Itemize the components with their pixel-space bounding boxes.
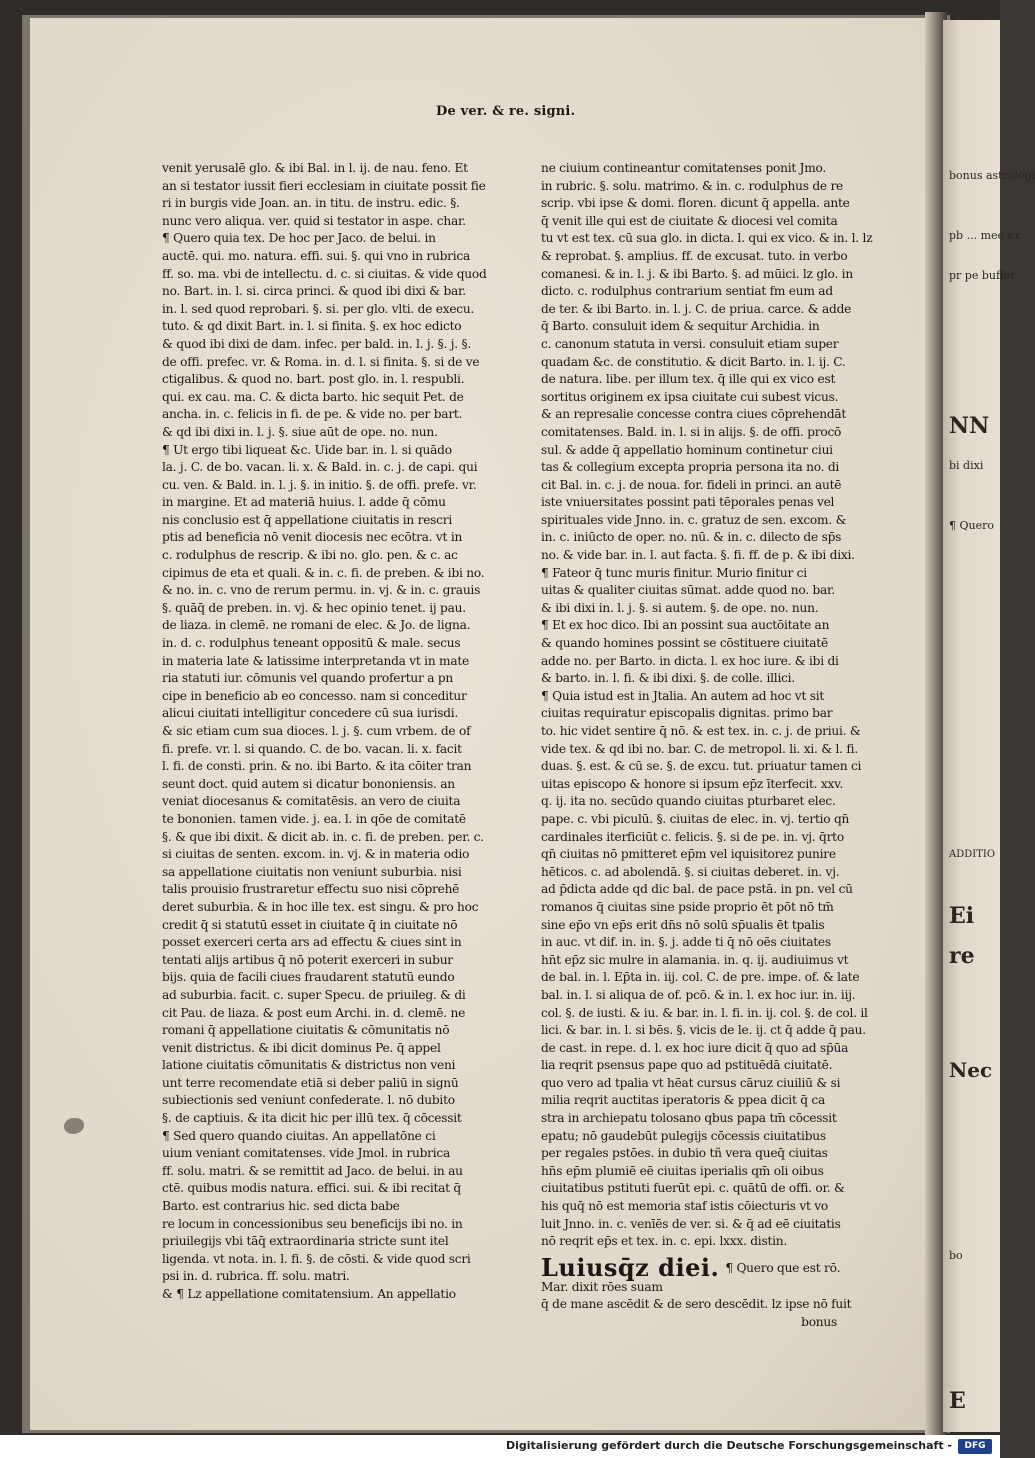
text-line: unt terre recomendate etiā si deber paliū in signū bbox=[162, 1075, 459, 1090]
text-line: sul. & adde q̄ appellatio hominum continetur ciui bbox=[541, 442, 833, 457]
text-line: ctigalibus. & quod no. bart. post glo. in. l. respubli. bbox=[162, 372, 465, 387]
text-line: ff. solu. matri. & se remittit ad Jaco. de belui. in au bbox=[162, 1163, 463, 1178]
text-line: c. canonum statuta in versi. consuluit etiam super bbox=[541, 336, 839, 351]
text-line: alicui ciuitati intelligitur concedere cū sua iurisdi. bbox=[162, 706, 459, 721]
heading-side-text: ¶ Quero que est rō. bbox=[725, 1260, 841, 1275]
text-line: an si testator iussit fieri ecclesiam in ciuitate possit fie bbox=[162, 178, 486, 193]
text-line: ¶ Et ex hoc dico. Ibi an possint sua auctōitate an bbox=[541, 618, 830, 633]
text-line: romani q̄ appellatione ciuitatis & cōmunitatis nō bbox=[162, 1023, 450, 1038]
text-line: & an represalie concesse contra ciues cōprehendāt bbox=[541, 407, 847, 422]
text-line: de ter. & ibi Barto. in. l. j. C. de priua. carce. & adde bbox=[541, 301, 852, 316]
text-line: & ¶ Lz appellatione comitatensium. An appellatio bbox=[162, 1287, 456, 1301]
text-line: sa appellatione ciuitatis non veniunt suburbia. nisi bbox=[162, 864, 462, 879]
text-line: c. rodulphus de rescrip. & ibi no. glo. pen. & c. ac bbox=[162, 548, 458, 563]
text-line: ptis ad beneficia nō venit diocesis nec ecōtra. vt in bbox=[162, 530, 463, 545]
text-line: uitas & qualiter ciuitas sūmat. adde quod no. bar. bbox=[541, 583, 835, 598]
facing-page-fragment: E bbox=[949, 1388, 966, 1414]
text-line: ¶ Ut ergo tibi liqueat &c. Uide bar. in. l. si quādo bbox=[162, 442, 452, 457]
facing-page-fragment: Nec bbox=[949, 1058, 993, 1082]
facing-page-fragment: bo bbox=[949, 1249, 963, 1262]
text-line: talis prouisio frustraretur effectu suo nisi cōprehē bbox=[162, 882, 460, 897]
text-line: comanesi. & in. l. j. & ibi Barto. §. ad mūici. lz glo. in bbox=[541, 266, 853, 281]
digitization-footer bbox=[0, 1435, 1000, 1458]
text-line: deret suburbia. & in hoc ille tex. est singu. & pro hoc bbox=[162, 899, 479, 914]
facing-page-fragment: re bbox=[949, 943, 975, 969]
text-line: no. & vide bar. in. l. aut facta. §. fi. ff. de p. & ibi dixi. bbox=[541, 548, 855, 563]
text-line: re locum in concessionibus seu beneficijs ibi no. in bbox=[162, 1216, 463, 1231]
text-line: ¶ Fateor q̄ tunc muris finitur. Murio finitur ci bbox=[541, 565, 807, 580]
text-line: cit Bal. in. c. j. de noua. for. fideli in princi. an autē bbox=[541, 477, 842, 492]
text-line: q̄ de mane ascēdit & de sero descēdit. lz ipse nō fuit bbox=[541, 1297, 852, 1312]
text-line: de bal. in. l. Ep̄ta in. iij. col. C. de pre. impe. of. & late bbox=[541, 970, 860, 985]
text-line: q̄ Barto. consuluit idem & sequitur Archidia. in bbox=[541, 319, 820, 334]
text-line: Mar. dixit rōes suam bbox=[541, 1279, 663, 1294]
running-head: De ver. & re. signi. bbox=[436, 104, 576, 119]
text-line: in rubric. §. solu. matrimo. & in. c. rodulphus de re bbox=[541, 178, 844, 193]
text-line: & reprobat. §. amplius. ff. de excusat. tuto. in verbo bbox=[541, 248, 848, 263]
text-line: de cast. in repe. d. l. ex hoc iure dicit q̄ quo ad sp̄ūa bbox=[541, 1040, 849, 1055]
text-line: Barto. est contrarius hic. sed dicta babe bbox=[162, 1199, 400, 1214]
dfg-logo-icon: DFG bbox=[958, 1439, 992, 1454]
text-line: luit Jnno. in. c. venīēs de ver. si. & q̄ ad eē ciuitatis bbox=[541, 1216, 841, 1231]
text-line: ad suburbia. facit. c. super Specu. de priuileg. & di bbox=[162, 987, 466, 1002]
text-line: §. de captiuis. & ita dicit hic per illū tex. q̄ cōcessit bbox=[162, 1111, 462, 1126]
text-line: credit q̄ si statutū esset in ciuitate q̄ in ciuitate nō bbox=[162, 917, 458, 932]
text-line: bonus bbox=[801, 1315, 837, 1329]
text-line: cipimus de eta et quali. & in. c. fi. de preben. & ibi no. bbox=[162, 565, 485, 580]
text-line: ne ciuium contineantur comitatenses ponit Jmo. bbox=[541, 161, 827, 175]
text-line: nō reqrit ep̄s et tex. in. c. epi. lxxx. distin. bbox=[541, 1234, 787, 1249]
right-text-column bbox=[541, 160, 873, 1332]
text-line: ¶ Quero quia tex. De hoc per Jaco. de belui. in bbox=[162, 231, 436, 246]
text-line: to. hic videt sentire q̄ nō. & est tex. in. c. j. de priui. & bbox=[541, 724, 861, 738]
text-line: in. l. sed quod reprobari. §. si. per glo. vlti. de execu. bbox=[162, 301, 475, 316]
text-line: te bononien. tamen vide. j. ea. l. in qōe de comitatē bbox=[162, 811, 466, 826]
text-line: venit yerusalē glo. & ibi Bal. in l. ij. de nau. feno. Et bbox=[162, 161, 468, 175]
text-line: no. Bart. in. l. si. circa princi. & quod ibi dixi & bar. bbox=[162, 284, 466, 299]
text-line: tu vt est tex. cū sua glo. in dicta. l. qui ex vico. & in. l. lz bbox=[541, 231, 873, 246]
footer-credit: Digitalisierung gefördert durch die Deutsche Forschungsgemeinschaft - bbox=[505, 1439, 952, 1452]
text-line: ff. so. ma. vbi de intellectu. d. c. si ciuitas. & vide quod bbox=[162, 266, 487, 281]
facing-page-fragment: NN bbox=[949, 413, 990, 439]
facing-page-fragment: ADDITIO bbox=[949, 849, 996, 860]
text-line: in. c. iniūcto de oper. no. nū. & in. c. dilecto de sp̄s bbox=[541, 530, 842, 545]
text-line: uitas episcopo & honore si ipsum ep̄z īterfecit. xxv. bbox=[541, 776, 843, 791]
text-line: cipe in beneficio ab eo concesso. nam si conceditur bbox=[162, 688, 467, 703]
section-heading: Luiusq̄z diei. bbox=[541, 1252, 720, 1282]
text-line: ciuitatibus pstituti fuerūt epi. c. quātū de offi. or. & bbox=[541, 1181, 845, 1196]
text-line: §. & que ibi dixit. & dicit ab. in. c. fi. de preben. per. c. bbox=[162, 829, 484, 844]
text-line: la. j. C. de bo. vacan. li. x. & Bald. in. c. j. de capi. qui bbox=[162, 460, 478, 475]
left-text-column bbox=[162, 160, 487, 1304]
text-line: col. §. de iusti. & iu. & bar. in. l. fi. in. ij. col. §. de col. il bbox=[541, 1005, 868, 1020]
text-line: ¶ Sed quero quando ciuitas. An appellatōne ci bbox=[162, 1128, 436, 1143]
text-line: si ciuitas de senten. excom. in. vj. & in materia odio bbox=[162, 847, 470, 862]
text-line: & quod ibi dixi de dam. infec. per bald. in. l. j. §. j. §. bbox=[162, 336, 471, 351]
text-line: scrip. vbi ipse & domi. floren. dicunt q̄ appella. ante bbox=[541, 196, 850, 211]
text-line: qn̄ ciuitas nō pmitteret ep̄m vel iquisitorez punire bbox=[541, 847, 836, 862]
text-line: §. quāq̄ de preben. in. vj. & hec opinio tenet. ij pau. bbox=[162, 600, 466, 615]
text-line: nunc vero aliqua. ver. quid si testator in aspe. char. bbox=[162, 213, 466, 228]
text-line: in. d. c. rodulphus teneant oppositū & male. secus bbox=[162, 636, 461, 651]
facing-page-fragment: ¶ Quero bbox=[949, 519, 994, 532]
text-line: lici. & bar. in. l. si bēs. §. vicis de le. ij. ct q̄ adde q̄ pau. bbox=[541, 1023, 866, 1038]
facing-page-fragment: Ei bbox=[949, 903, 975, 929]
text-line: ctē. quibus modis natura. effici. sui. & ibi recitat q̄ bbox=[162, 1181, 461, 1196]
text-line: in margine. Et ad materiā huius. l. adde q̄ cōmu bbox=[162, 495, 446, 510]
text-line: & quando homines possint se cōstituere ciuitatē bbox=[541, 636, 828, 651]
text-line: & sic etiam cum sua dioces. l. j. §. cum vrbem. de of bbox=[162, 724, 471, 738]
text-line: quo vero ad tpalia vt hēat cursus cāruz ciuiliū & si bbox=[541, 1075, 841, 1090]
text-line: sine ep̄o vn ep̄s erit dn̄s nō solū sp̄ualis ēt tpalis bbox=[541, 917, 825, 932]
text-line: ¶ Quia istud est in Jtalia. An autem ad hoc vt sit bbox=[541, 688, 825, 703]
text-line: de offi. prefec. vr. & Roma. in. d. l. si finita. §. si de ve bbox=[162, 354, 480, 369]
text-line: q. ij. ita no. secūdo quando ciuitas pturbaret elec. bbox=[541, 794, 836, 809]
text-line: & no. in. c. vno de rerum permu. in. vj. & in. c. grauis bbox=[162, 583, 481, 598]
text-line: tuto. & qd dixit Bart. in. l. si finita. §. ex hoc edicto bbox=[162, 319, 462, 334]
text-line: & ibi dixi in. l. j. §. si autem. §. de ope. no. nun. bbox=[541, 600, 819, 615]
text-line: & qd ibi dixi in. l. j. §. siue aūt de ope. no. nun. bbox=[162, 424, 438, 439]
text-line: cardinales iterficiūt c. felicis. §. si de pe. in. vj. q̄rto bbox=[541, 829, 844, 844]
text-line: auctē. qui. mo. natura. effi. sui. §. qui vno in rubrica bbox=[162, 248, 470, 263]
text-line: quadam &c. de constitutio. & dicit Barto. in. l. ij. C. bbox=[541, 354, 846, 369]
text-line: hn̄s ep̄m plumiē eē ciuitas iperialis qm̄ oli oibus bbox=[541, 1163, 824, 1178]
text-line: dicto. c. rodulphus contrarium sentiat fm eum ad bbox=[541, 284, 833, 299]
text-line: subiectionis sed veniunt confederate. l. nō dubito bbox=[162, 1093, 455, 1108]
text-line: per regales pstōes. in dubio tñ vera queq̄ ciuitas bbox=[541, 1146, 828, 1161]
text-line: latione ciuitatis cōmunitatis & districtus non veni bbox=[162, 1058, 456, 1073]
text-line: uium veniant comitatenses. vide Jmol. in rubrica bbox=[162, 1146, 450, 1161]
text-line: vide tex. & qd ibi no. bar. C. de metropol. li. xi. & l. fi. bbox=[541, 741, 858, 756]
text-line: ligenda. vt nota. in. l. fi. §. de cōsti. & vide quod scri bbox=[162, 1251, 471, 1266]
text-line: & barto. in. l. fi. & ibi dixi. §. de colle. illici. bbox=[541, 671, 795, 686]
text-line: seunt doct. quid autem si dicatur bononiensis. an bbox=[162, 776, 455, 791]
text-line: nis conclusio est q̄ appellatione ciuitatis in rescri bbox=[162, 512, 452, 527]
text-line: psi in. d. rubrica. ff. solu. matri. bbox=[162, 1269, 350, 1284]
text-line: adde no. per Barto. in dicta. l. ex hoc iure. & ibi di bbox=[541, 653, 839, 668]
text-line: priuilegijs vbi tāq̄ extraordinaria stricte sunt itel bbox=[162, 1234, 449, 1249]
text-line: qui. ex cau. ma. C. & dicta barto. hic sequit Pet. de bbox=[162, 389, 464, 404]
facing-page bbox=[943, 20, 1035, 1432]
text-line: in auc. vt dif. in. in. §. j. adde ti q̄ nō oēs ciuitates bbox=[541, 935, 831, 950]
text-line: de natura. libe. per illum tex. q̄ ille qui ex vico est bbox=[541, 372, 836, 387]
text-line: ancha. in. c. felicis in fi. de pe. & vide no. per bart. bbox=[162, 407, 463, 422]
text-line: bijs. quia de facili ciues fraudarent statutū eundo bbox=[162, 970, 455, 985]
text-line: de liaza. in clemē. ne romani de elec. & Jo. de ligna. bbox=[162, 618, 471, 633]
text-line: fi. prefe. vr. l. si quando. C. de bo. vacan. li. x. facit bbox=[162, 741, 462, 756]
section-heading-line bbox=[541, 1252, 841, 1282]
text-line: sortitus originem ex ipsa ciuitate cui subest vicus. bbox=[541, 389, 839, 404]
text-line: iste vniuersitates possint pati tēporales penas vel bbox=[541, 495, 835, 510]
text-line: stra in archiepatu tolosano qbus papa tm̄ cōcessit bbox=[541, 1111, 837, 1126]
text-line: veniat diocesanus & comitatēsis. an vero de ciuita bbox=[162, 794, 461, 809]
facing-page-fragment: bi dixi bbox=[949, 459, 984, 472]
text-line: ad p̄dicta adde qd dic bal. de pace pstā. in pn. vel cū bbox=[541, 882, 853, 897]
facing-page-fragment: pb ... mee ex bbox=[949, 229, 1021, 242]
text-line: ciuitas requiratur episcopalis dignitas. primo bar bbox=[541, 706, 833, 721]
text-line: l. fi. de consti. prin. & no. ibi Barto. & ita cōiter tran bbox=[162, 759, 472, 774]
text-line: epatu; nō gaudebūt pulegijs cōcessis ciuitatibus bbox=[541, 1128, 826, 1143]
text-line: hēticos. c. ad abolendā. §. si ciuitas deberet. in. vj. bbox=[541, 864, 840, 879]
text-line: ri in burgis vide Joan. an. in titu. de instru. edic. §. bbox=[162, 196, 460, 211]
text-line: hn̄t ep̄z sic mulre in alamania. in. q. ij. audiuimus vt bbox=[541, 952, 849, 967]
facing-page-fragment: bonus astrologi bbox=[949, 169, 1035, 182]
text-line: bal. in. l. si aliqua de of. pcō. & in. l. ex hoc iur. in. iij. bbox=[541, 987, 856, 1002]
text-line: cit Pau. de liaza. & post eum Archi. in. d. clemē. ne bbox=[162, 1005, 466, 1020]
text-line: tentati alijs artibus q̄ nō poterit exerceri in subur bbox=[162, 952, 453, 967]
text-line: venit districtus. & ibi dicit dominus Pe. q̄ appel bbox=[162, 1040, 441, 1055]
text-line: his quq̄ nō est memoria staf istis cōiecturis vt vo bbox=[541, 1199, 828, 1214]
text-line: tas & collegium excepta propria persona ita no. di bbox=[541, 460, 840, 475]
text-line: ria statuti iur. cōmunis vel quando profertur a pn bbox=[162, 671, 454, 686]
text-line: in materia late & latissime interpretanda vt in mate bbox=[162, 653, 469, 668]
text-line: romanos q̄ ciuitas sine pside proprio ēt pōt nō tm̄ bbox=[541, 899, 834, 914]
text-line: posset exerceri certa ars ad effectu & ciues sint in bbox=[162, 935, 462, 950]
facing-page-fragment: pr pe buffer bbox=[949, 269, 1016, 282]
text-line: pape. c. vbi piculū. §. ciuitas de elec. in. vj. tertio qn̄ bbox=[541, 811, 850, 826]
text-line: lia reqrit psensus pape quo ad pstituēdā ciuitatē. bbox=[541, 1058, 833, 1073]
text-line: q̄ venit ille qui est de ciuitate & diocesi vel comita bbox=[541, 213, 838, 228]
text-line: cu. ven. & Bald. in. l. j. §. in initio. §. de offi. prefe. vr. bbox=[162, 477, 477, 492]
text-line: milia reqrit auctitas iperatoris & ppea dicit q̄ ca bbox=[541, 1093, 825, 1108]
text-line: comitatenses. Bald. in. l. si in alijs. §. de offi. procō bbox=[541, 424, 842, 439]
text-line: spirituales vide Jnno. in. c. gratuz de sen. excom. & bbox=[541, 512, 847, 527]
text-line: duas. §. est. & cū se. §. de excu. tut. priuatur tamen ci bbox=[541, 759, 862, 774]
